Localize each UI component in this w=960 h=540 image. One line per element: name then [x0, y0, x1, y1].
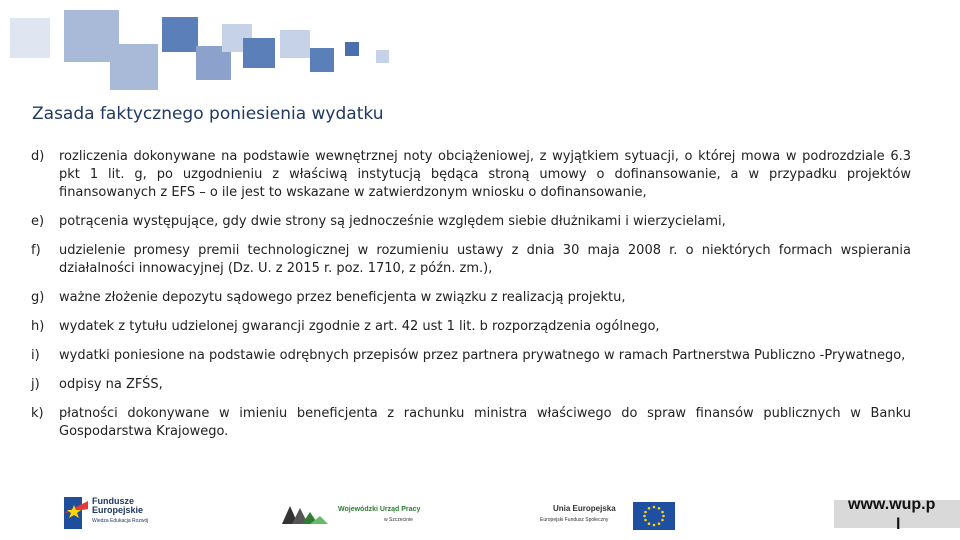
decor-square [162, 17, 198, 52]
list-marker: d) [31, 149, 45, 164]
fe-line1: Fundusze [92, 496, 134, 506]
decor-square [110, 44, 158, 90]
ue-name: Unia Europejska [553, 504, 616, 513]
fe-line2: Europejskie [92, 505, 144, 515]
list-item [31, 405, 911, 441]
list-marker: j) [31, 377, 40, 392]
list-item-text: odpisy na ZFŚS, [59, 377, 163, 392]
fundusze-europejskie-logo [62, 495, 90, 531]
list-item [31, 242, 911, 278]
list-marker: e) [31, 214, 45, 229]
wup-logo-icon [280, 500, 330, 528]
list-marker: i) [31, 348, 40, 363]
criteria-list [31, 148, 911, 452]
list-item [31, 289, 911, 307]
list-item [31, 347, 911, 365]
list-item-text: wydatki poniesione na podstawie odrębnych przepisów przez partnera prywatnego w ramach Partnerstwa Publiczno -Prywatnego, [59, 348, 906, 363]
list-item-text: udzielenie promesy premii technologicznej w rozumieniu ustawy z dnia 30 maja 2008 r. o niektórych formach wspierania działalności innowacyjnej (Dz. U. z 2015 r. poz. 1710, z późn. zm.), [59, 243, 911, 276]
decor-square [310, 48, 334, 72]
fundusze-europejskie-text [92, 497, 148, 526]
website-url-continued[interactable]: l [896, 516, 901, 533]
list-marker: k) [31, 406, 44, 421]
list-item [31, 318, 911, 336]
list-item [31, 213, 911, 231]
list-item-text: płatności dokonywane w imieniu beneficjenta z rachunku ministra właściwego do spraw finansów publicznych w Banku Gospodarstwa Krajowego. [59, 406, 911, 439]
wup-name: Wojewódzki Urząd Pracy [338, 506, 421, 513]
list-item-text: ważne złożenie depozytu sądowego przez beneficjenta w związku z realizacją projektu, [59, 290, 626, 305]
decor-square [376, 50, 389, 63]
list-item [31, 148, 911, 202]
list-item-text: potrącenia występujące, gdy dwie strony są jednocześnie względem siebie dłużnikami i wierzycielami, [59, 214, 726, 229]
list-item-text: rozliczenia dokonywane na podstawie wewnętrznej noty obciążeniowej, z wyjątkiem sytuacji, o której mowa w podrozdziale 6.3 pkt 1 lit. g, po uzgodnieniu z właściwą instytucją będąca stroną umowy o dofinansowanie, a w przypadku projektów finansowanych z EFS – o ile jest to wskazane w zatwierdzonym wniosku o dofinansowanie, [59, 149, 911, 200]
website-url[interactable]: www.wup.p [848, 496, 936, 513]
decor-square [243, 38, 275, 68]
page-title: Zasada faktycznego poniesienia wydatku [32, 104, 384, 124]
list-item-text: wydatek z tytułu udzielonej gwarancji zgodnie z art. 42 ust 1 lit. b rozporządzenia ogólnego, [59, 319, 660, 334]
list-marker: h) [31, 319, 45, 334]
decor-square [345, 42, 359, 56]
eu-flag-icon [633, 502, 675, 530]
ue-fund: Europejski Fundusz Społeczny [540, 517, 609, 523]
list-marker: g) [31, 290, 45, 305]
decor-square [10, 18, 50, 58]
decor-square [280, 30, 310, 58]
fe-line3: Wiedza Edukacja Rozwój [92, 518, 149, 524]
list-marker: f) [31, 243, 41, 258]
wup-city: w Szczecinie [384, 517, 413, 523]
list-item [31, 376, 911, 394]
